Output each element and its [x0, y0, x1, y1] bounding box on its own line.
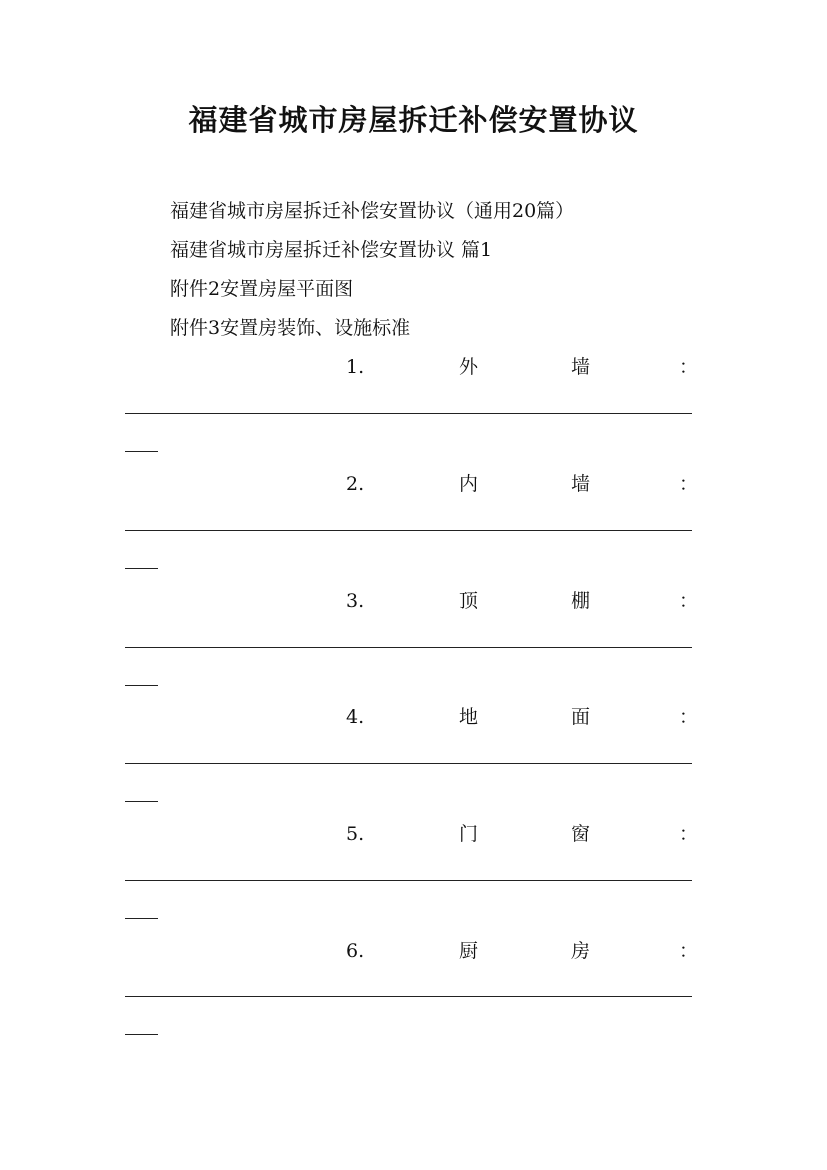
fill-in-blank-line	[125, 880, 692, 881]
item-label-char: 窗	[571, 823, 591, 845]
fill-in-blank-line	[125, 763, 692, 764]
item-label-char: 门	[459, 823, 479, 845]
item-colon: ：	[679, 940, 699, 962]
item-colon: ：	[679, 356, 699, 378]
item-number: 4.	[346, 706, 365, 728]
item-label-char: 房	[571, 940, 591, 962]
fill-in-blank-line	[125, 413, 692, 414]
document-title: 福建省城市房屋拆迁补偿安置协议	[188, 103, 639, 137]
item-label-char: 棚	[571, 590, 591, 612]
fill-in-blank-tail	[125, 1034, 158, 1035]
standard-item-row	[0, 703, 827, 733]
item-number: 6.	[346, 940, 365, 962]
fill-in-blank-tail	[125, 451, 158, 452]
attachment-3-line: 附件3安置房装饰、设施标准	[170, 317, 411, 339]
standard-item-row	[0, 353, 827, 383]
standard-item-row	[0, 937, 827, 967]
item-number: 5.	[346, 823, 365, 845]
standard-item-row	[0, 820, 827, 850]
attachment-2-line: 附件2安置房屋平面图	[170, 278, 354, 300]
fill-in-blank-tail	[125, 685, 158, 686]
intro-line-1: 福建省城市房屋拆迁补偿安置协议（通用20篇）	[170, 200, 575, 222]
item-label-char: 面	[571, 706, 591, 728]
fill-in-blank-line	[125, 530, 692, 531]
fill-in-blank-tail	[125, 918, 158, 919]
standard-item-row	[0, 470, 827, 500]
item-colon: ：	[679, 473, 699, 495]
item-colon: ：	[679, 823, 699, 845]
fill-in-blank-line	[125, 996, 692, 997]
item-colon: ：	[679, 590, 699, 612]
item-label-char: 地	[459, 706, 479, 728]
fill-in-blank-tail	[125, 568, 158, 569]
item-label-char: 厨	[459, 940, 479, 962]
intro-line-2: 福建省城市房屋拆迁补偿安置协议 篇1	[170, 239, 493, 261]
item-label-char: 内	[459, 473, 479, 495]
item-number: 3.	[346, 590, 365, 612]
fill-in-blank-tail	[125, 801, 158, 802]
item-number: 1.	[346, 356, 365, 378]
standard-item-row	[0, 587, 827, 617]
item-label-char: 墙	[571, 356, 591, 378]
fill-in-blank-line	[125, 647, 692, 648]
item-label-char: 墙	[571, 473, 591, 495]
item-colon: ：	[679, 706, 699, 728]
item-label-char: 外	[459, 356, 479, 378]
item-number: 2.	[346, 473, 365, 495]
item-label-char: 顶	[459, 590, 479, 612]
